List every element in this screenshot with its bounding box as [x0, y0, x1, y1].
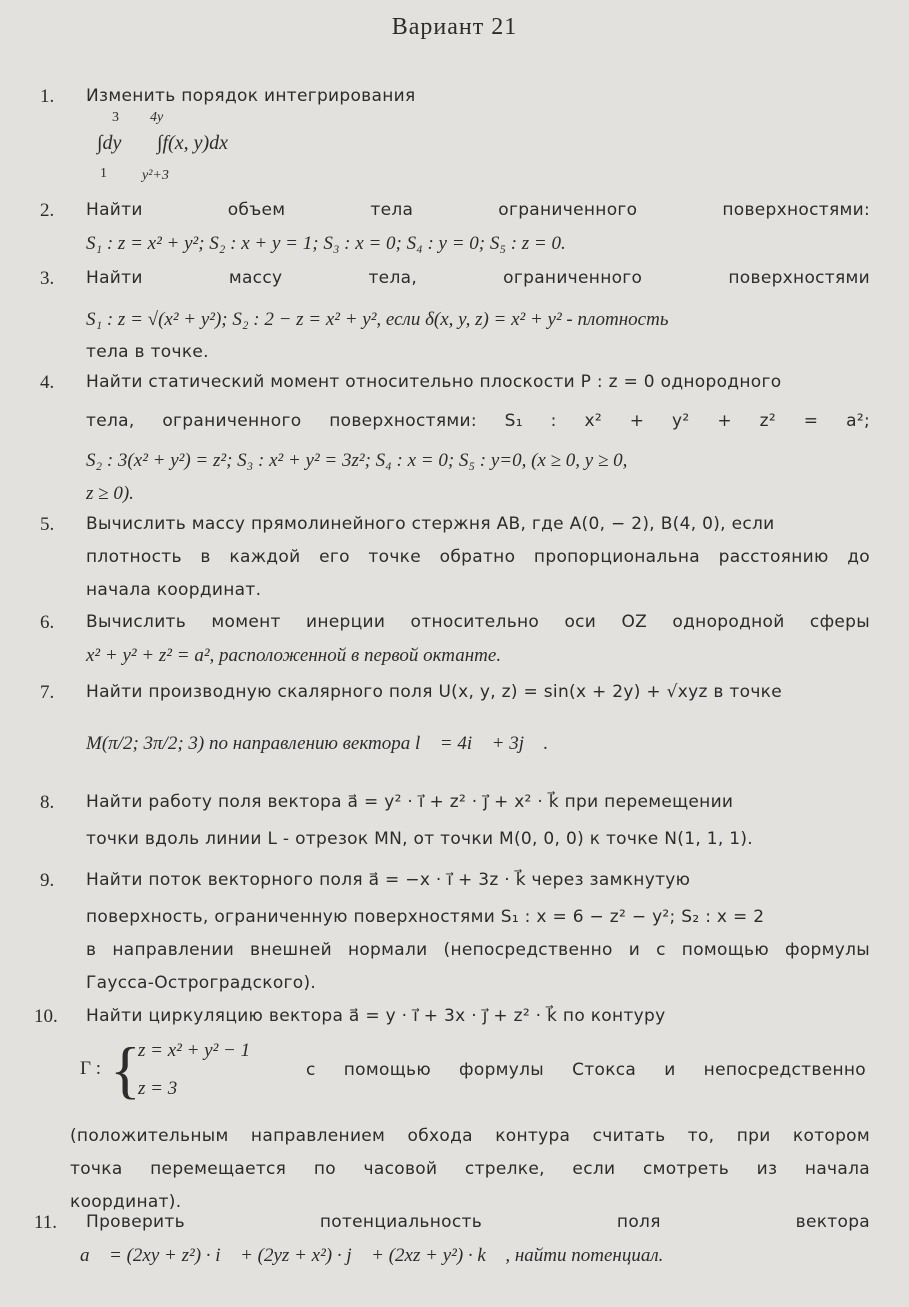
- problem-10-continued: [40, 1120, 870, 1219]
- problem-4: [40, 366, 870, 510]
- problem-number: 8.: [40, 792, 55, 813]
- inner-integral: ∫f(x, y)dx: [157, 132, 228, 154]
- problem-2: [40, 194, 870, 260]
- problem-10: [34, 1000, 870, 1033]
- problem-text: Гаусса-Остроградского).: [86, 973, 317, 993]
- outer-lower-limit: 1: [100, 166, 107, 181]
- problem-text: поверхность, ограниченную поверхностями S₁ : x = 6 − z² − y²; S₂ : x = 2: [86, 907, 765, 927]
- problem-8: [40, 786, 870, 856]
- problem-text: Проверить потенциальность поля вектора: [86, 1212, 870, 1232]
- problem-number: 3.: [40, 268, 55, 289]
- problem-9: [40, 864, 870, 1000]
- contour-label: Г :: [80, 1058, 102, 1079]
- problem-number: 6.: [40, 612, 55, 633]
- outer-upper-limit: 3: [112, 110, 119, 125]
- problem-text: тела, ограниченного поверхностями: S₁ : x² + y² + z² = a²;: [86, 411, 870, 431]
- system-equation-2: z = 3: [138, 1078, 178, 1099]
- problem-number: 1.: [40, 86, 55, 107]
- problem-7: [40, 676, 870, 760]
- problem-formula: S₁ : z = √(x² + y²); S₂ : 2 − z = x² + y², если δ(x, y, z) = x² + y² - плотность: [86, 309, 669, 330]
- problem-text: тела в точке.: [86, 342, 209, 362]
- problem-number: 9.: [40, 870, 55, 891]
- problem-3: [40, 262, 870, 369]
- problem-number: 5.: [40, 514, 55, 535]
- problem-number: 4.: [40, 372, 55, 393]
- problem-text: в направлении внешней нормали (непосредственно и с помощью формулы: [86, 940, 870, 960]
- problem-text: Найти массу тела, ограниченного поверхностями: [86, 268, 870, 288]
- problem-text: координат).: [70, 1192, 182, 1212]
- problem-formula: a⃗ = (2xy + z²) · i⃗ + (2yz + x²) · j⃗ + (2xz + y²) · k⃗ , найти потенциал.: [80, 1245, 664, 1266]
- contour-system: [80, 1034, 870, 1114]
- system-equation-1: z = x² + y² − 1: [138, 1040, 251, 1061]
- problem-text: Найти циркуляцию вектора a⃗ = y · i⃗ + 3x · j⃗ + z² · k⃗ по контуру: [86, 1006, 666, 1026]
- double-integral: [92, 108, 312, 190]
- problem-text: (положительным направлением обхода контура считать то, при котором: [70, 1126, 870, 1146]
- problem-number: 11.: [34, 1212, 58, 1233]
- problem-text: Изменить порядок интегрирования: [86, 86, 416, 106]
- problem-formula: M(π/2; 3π/2; 3) по направлению вектора l⃗ = 4i⃗ + 3j⃗ .: [86, 733, 549, 754]
- problem-5: [40, 508, 870, 607]
- problem-formula: x² + y² + z² = a², расположенной в первой октанте.: [86, 645, 502, 666]
- problem-text: точки вдоль линии L - отрезок MN, от точки M(0, 0, 0) к точке N(1, 1, 1).: [86, 829, 754, 849]
- problem-formula: z ≥ 0).: [86, 483, 134, 504]
- problem-formula: S₁ : z = x² + y²; S₂ : x + y = 1; S₃ : x = 0; S₄ : y = 0; S₅ : z = 0.: [86, 233, 566, 254]
- problem-number: 7.: [40, 682, 55, 703]
- problem-text: с помощью формулы Стокса и непосредственно: [306, 1060, 866, 1080]
- inner-upper-limit: 4y: [150, 110, 164, 125]
- problem-number: 10.: [34, 1006, 58, 1027]
- inner-lower-limit: y²+3: [142, 168, 169, 183]
- problem-text: Найти производную скалярного поля U(x, y, z) = sin(x + 2y) + √xyz в точке: [86, 682, 782, 702]
- problem-text: Вычислить массу прямолинейного стержня AB, где A(0, − 2), B(4, 0), если: [86, 514, 775, 534]
- problem-6: [40, 606, 870, 672]
- problem-text: Найти работу поля вектора a⃗ = y² · i⃗ + z² · j⃗ + x² · k⃗ при перемещении: [86, 792, 734, 812]
- problem-text: Найти статический момент относительно плоскости P : z = 0 однородного: [86, 372, 782, 392]
- problem-text: Найти поток векторного поля a⃗ = −x · i⃗ + 3z · k⃗ через замкнутую: [86, 870, 691, 890]
- problem-formula: S₂ : 3(x² + y²) = z²; S₃ : x² + y² = 3z²; S₄ : x = 0; S₅ : y=0, (x ≥ 0, y ≥ 0,: [86, 450, 628, 471]
- brace-symbol: {: [110, 1034, 141, 1105]
- outer-integral: ∫dy: [97, 132, 122, 154]
- problem-11: [34, 1206, 870, 1272]
- problem-number: 2.: [40, 200, 55, 221]
- problem-text: плотность в каждой его точке обратно пропорциональна расстоянию до: [86, 547, 870, 567]
- problem-text: Найти объем тела ограниченного поверхностями:: [86, 200, 870, 220]
- problem-text: точка перемещается по часовой стрелке, если смотреть из начала: [70, 1159, 870, 1179]
- problem-text: Вычислить момент инерции относительно оси OZ однородной сферы: [86, 612, 870, 632]
- problem-text: начала координат.: [86, 580, 262, 600]
- page-title: Вариант 21: [391, 14, 518, 40]
